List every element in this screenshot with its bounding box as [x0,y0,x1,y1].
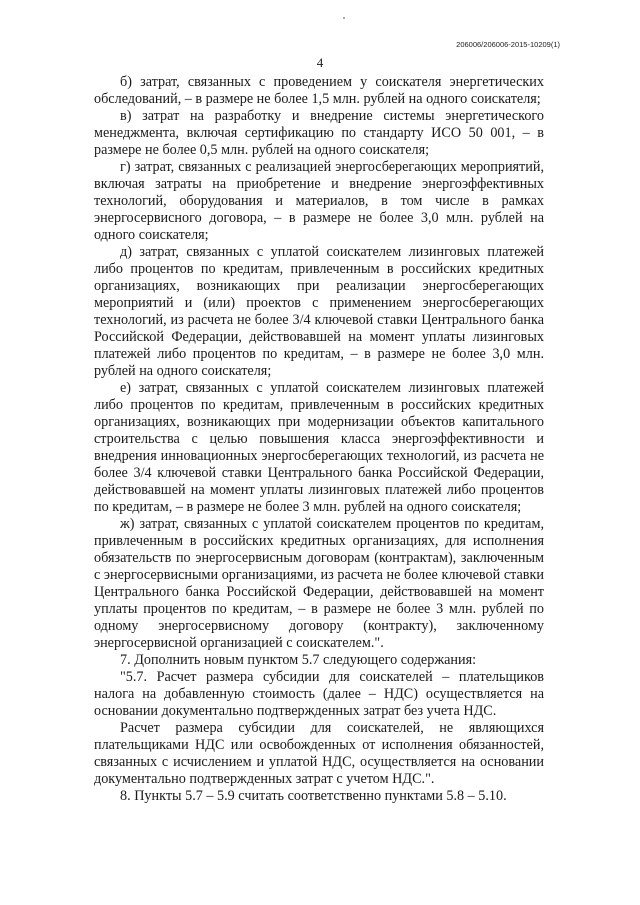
paragraph-item-7: 7. Дополнить новым пунктом 5.7 следующего содержания: [120,652,477,668]
paragraph-e: е) затрат, связанных с уплатой соискателем лизинговых платежей либо процентов по кредитам, привлеченным в российских кредитных организациях, возникающих при модернизации объектов капитального строительства с целью повышения класса энергоэффективности и внедрения инновационных энергосберегающих технологий, из расчета не более 3/4 ключевой ставки Центрального банка Российской Федерации, действовавшей на момент уплаты лизинговых платежей либо процентов по кредитам, – в размере не более 3 млн. рублей на одного соискателя; [94,380,544,515]
document-code: 206006/206006-2015-10209(1) [456,40,560,49]
paragraph-g: г) затрат, связанных с реализацией энергосберегающих мероприятий, включая затраты на приобретение и внедрение энергоэффективных технологий, оборудования и материалов, в том числе в рамках энергосервисного договора, – в размере не более 3,0 млн. рублей на одного соискателя; [94,159,544,243]
paragraph-d: д) затрат, связанных с уплатой соискателем лизинговых платежей либо процентов по кредитам, привлеченным в российских кредитных организациях, возникающих при реализации энергосберегающих мероприятий и (или) проектов с применением энергосберегающих технологий, из расчета не более 3/4 ключевой ставки Центрального банка Российской Федерации, действовавшей на момент уплаты лизинговых платежей либо процентов по кредитам, – в размере не более 3,0 млн. рублей на одного соискателя; [94,244,544,379]
paragraph-zh: ж) затрат, связанных с уплатой соискателем процентов по кредитам, привлеченным в российских кредитных организациях, для исполнения обязательств по энергосервисным договорам (контрактам), заключенным с энергосервисными организациями, из расчета не более ключевой ставки Центрального банка Российской Федерации, действовавшей на момент уплаты процентов по кредитам, – в размере не более 3 млн. рублей по одному энергосервисному договору (контракту), заключенному энергосервисной организацией с соискателем.". [94,516,544,651]
paragraph-v: в) затрат на разработку и внедрение системы энергетического менеджмента, включая сертификацию по стандарту ИСО 50 001, – в размере не более 0,5 млн. рублей на одного соискателя; [94,108,544,158]
paragraph-item-8: 8. Пункты 5.7 – 5.9 считать соответственно пунктами 5.8 – 5.10. [120,788,507,804]
paragraph-b: б) затрат, связанных с проведением у соискателя энергетических обследований, – в размере не более 1,5 млн. рублей на одного соискателя; [94,74,544,107]
page-number: 4 [316,55,324,70]
paragraph-5-7-calc: Расчет размера субсидии для соискателей, не являющихся плательщиками НДС или освобожденных от исполнения обязанностей, связанных с исчислением и уплатой НДС, осуществляется на основании документально подтвержденных затрат с учетом НДС.". [94,720,544,787]
paragraph-5-7-intro: "5.7. Расчет размера субсидии для соискателей – плательщиков налога на добавленную стоимость (далее – НДС) осуществляется на основании документально подтвержденных затрат без учета НДС. [94,669,544,719]
scan-speck [343,17,345,19]
document-body [94,74,544,805]
